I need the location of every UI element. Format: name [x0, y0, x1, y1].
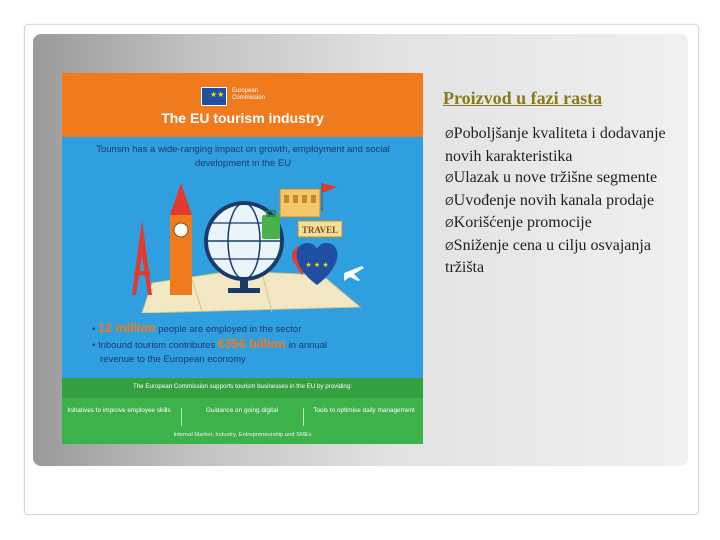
arrow-bullet-icon: Ø — [445, 172, 454, 185]
suitcase-icon — [262, 211, 280, 239]
stat-employment: • 12 million people are employed in the sector — [92, 321, 302, 335]
stat-revenue: • Inbound tourism contributes €356 billion in annual — [92, 337, 328, 351]
arrow-bullet-icon: Ø — [445, 194, 454, 208]
stat-revenue-value: €356 billion — [217, 337, 286, 351]
flag-icon — [322, 183, 337, 193]
support-section — [62, 378, 423, 444]
big-ben-icon — [170, 183, 192, 295]
eiffel-tower-icon — [132, 220, 152, 295]
airplane-icon — [344, 266, 364, 281]
bullet-item: ØPoboljšanje kvaliteta i dodavanje novih karakteristika — [445, 125, 666, 165]
infographic-subtitle: Tourism has a wide-ranging impact on growth, employment and social development in the EU — [96, 144, 390, 169]
bullet-item: ØKorišćenje promocije — [445, 214, 592, 231]
bullet-list — [445, 123, 677, 279]
logo-text: European Commission — [232, 88, 266, 101]
arrow-bullet-icon: Ø — [445, 239, 454, 253]
divider — [181, 408, 182, 426]
support-heading: The European Commission supports tourism businesses in the EU by providing: — [132, 383, 353, 390]
slide-title: Proizvod u fazi rasta — [443, 88, 603, 108]
support-item-skills: Initiatives to improve employee skills — [67, 407, 171, 414]
stat-employment-value: 12 million — [97, 321, 156, 335]
eu-tourism-infographic — [62, 73, 423, 444]
arrow-bullet-icon: Ø — [445, 128, 454, 141]
support-item-digital: Guidance on going digital — [205, 407, 279, 414]
bullet-item: ØUvođenje novih kanala prodaje — [445, 191, 655, 209]
infographic-title: The EU tourism industry — [161, 110, 324, 126]
arrow-bullet-icon: Ø — [445, 217, 454, 230]
svg-text:TRAVEL: TRAVEL — [301, 225, 339, 235]
eu-flag-icon: ★★ — [201, 87, 227, 106]
colosseum-icon — [280, 189, 320, 217]
stat-revenue-line2: revenue to the European economy — [100, 354, 246, 365]
infographic-header — [62, 73, 423, 137]
travel-sign — [298, 221, 342, 237]
travel-illustration — [112, 175, 372, 313]
bullet-item: ØSniženje cena u cilju osvajanja tržišta — [445, 236, 651, 276]
svg-text:★ ★ ★: ★ ★ ★ — [305, 261, 329, 269]
tourism-statistics — [92, 321, 402, 367]
european-commission-logo — [201, 87, 285, 107]
infographic-footer: Internal Market, Industry, Entrepreneurship and SMEs — [173, 432, 312, 438]
divider — [303, 408, 304, 426]
support-item-tools: Tools to optimise daily management — [313, 407, 415, 414]
bullet-item: ØUlazak u nove tržišne segmente — [445, 169, 658, 186]
